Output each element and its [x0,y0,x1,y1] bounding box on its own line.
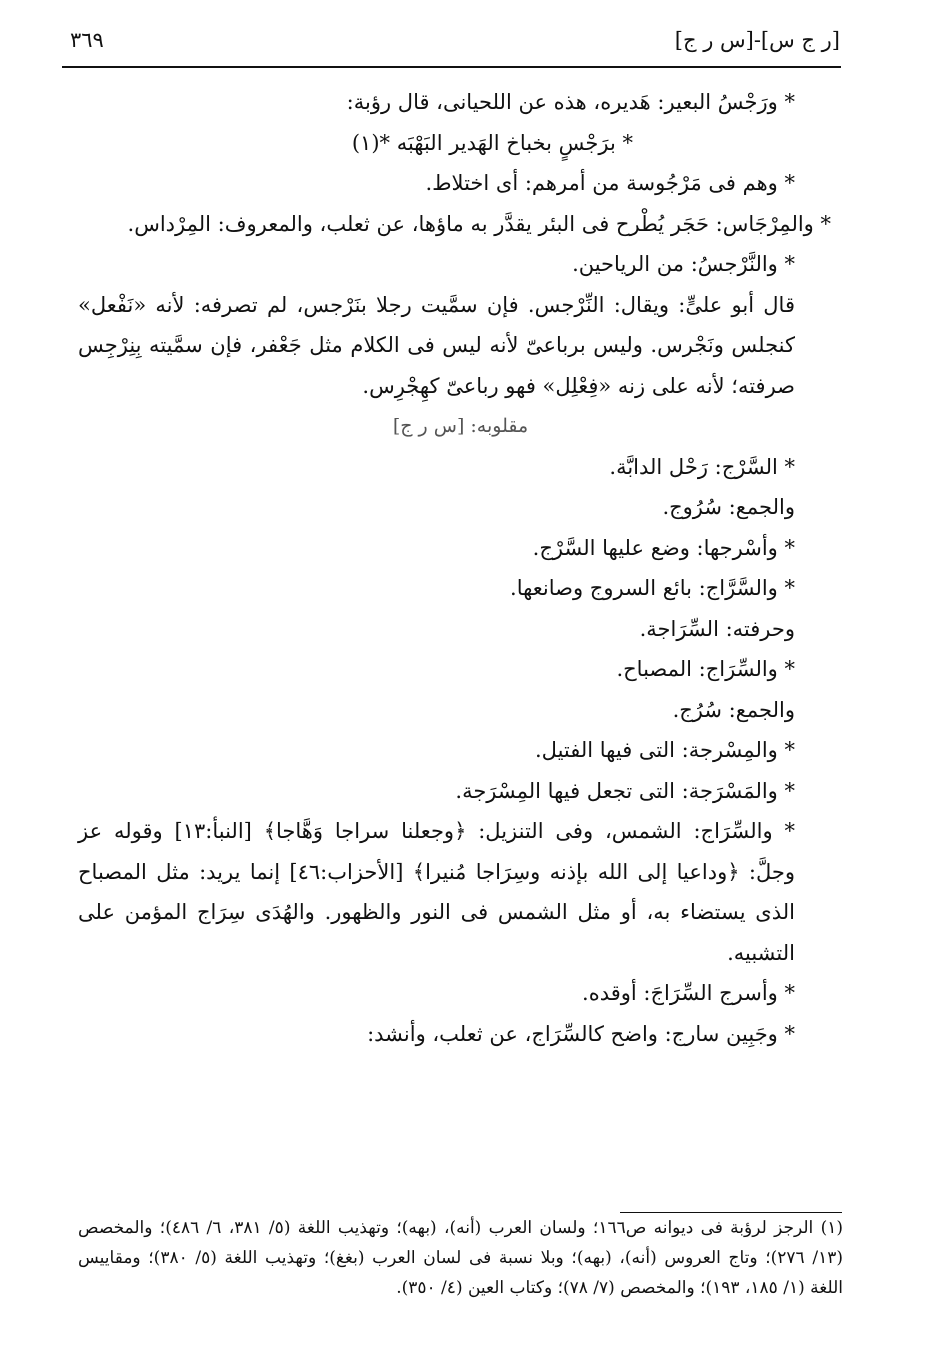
section-heading-maqlub: مقلوبه: [س ر ج] [392,415,529,437]
entry-asrajaha: * وأسْرجها: وضع عليها السَّرْج. [532,535,795,560]
header-rule [62,66,841,68]
entry-narjis: * والنَّرْجسُ: من الرياحين. [572,252,795,276]
entry-plural-suruj-2: والجمع: سُرُج. [672,697,795,722]
entry-sarraj: * والسَّرَّاج: بائع السروج وصانعها. [510,576,795,600]
entry-misraja: * والمِسْرجة: التى فيها الفتيل. [535,738,795,762]
entry-text [78,82,843,1054]
entry-rajs-albaeer: * ورَجْسُ البعير: هَديره، هذه عن اللحيانى، قال رؤبة: [346,90,795,114]
entry-asraja-siraj: * وأسرج السِّرَاجَ: أوقده. [582,981,795,1005]
footnote: (١) الرجز لرؤبة فى ديوانه ص١٦٦؛ ولسان العرب (أنه)، (بهه)؛ وتهذيب اللغة (٥/ ٣٨١، ٦/ ٤٨٦)؛ والمخصص (١٣/ ٢٧٦)؛ وتاج العروس (أنه)، (بهه)؛ وبلا نسبة فى لسان العرب (بغغ)؛ وتهذيب اللغة (٥/ ٣٨٠)؛ ومقاييس اللغة (١/ ١٨٥، ١٩٣)؛ والمخصص (٧/ ٧٨)؛ وكتاب العين (٤/ ٣٥٠). [78,1218,843,1298]
entry-siraj-misbah: * والسِّرَاج: المصباح. [616,657,795,681]
paragraph-siraj-shams: * والسِّرَاج: الشمس، وفى التنزيل: ﴿وجعلنا سراجا وَهَّاجا﴾ [النبأ:١٣] وقوله عز وجلَّ: ﴿وداعيا إلى الله بإذنه وسِرَاجا مُنيرا﴾ [الأحزاب:٤٦] إنما يريد: مثل المصباح الذى يستضاء به، أو مثل الشمس فى النور والظهور. والهُدَى سِرَاج المؤمن على التشبيه. [78,819,795,965]
paragraph-abu-ali: قال أبو علىٍّ: ويقال: النِّرْجس. فإن سمَّيت رجلا بنَرْجس، لم تصرفه: لأنه «نَفْعل» كنجلس ونَجْرس. وليس برباعىّ لأنه ليس فى الكلام مثل جَعْفر، فإن سمَّيته بِنِرْجِس صرفته؛ لأنه على زنه «فِعْلِل» فهو رباعىّ كهِجْرِس. [78,292,795,398]
page-number: ٣٦٩ [70,28,104,52]
entry-mirjas: * والمِرْجَاس: حَجَر يُطْرح فى البئر يقدَّر به ماؤها، عن ثعلب، والمعروف: المِرْداس. [127,211,831,236]
entry-jabin-sarij: * وجَبِين سارج: واضح كالسِّرَاج، عن ثعلب، وأنشد: [367,1021,795,1046]
entry-plural-suruj: والجمع: سُرُوج. [662,495,795,519]
entry-masraja: * والمَسْرَجة: التى تجعل فيها المِسْرَجة. [455,778,795,803]
entry-marjusa: * وهم فى مَرْجُوسة من أمرهم: أى اختلاط. [425,171,795,195]
entry-sarj: * السَّرْج: رَحْل الدابَّة. [609,454,795,479]
entry-sirajah: وحرفته: السِّرَاجة. [639,616,795,641]
verse-line: * برَجْسٍ بخباخ الهَدير البَهْبَه *(١) [351,130,633,155]
running-head: [ر ج س]-[س ر ج] [674,28,840,52]
page-header [62,28,840,66]
